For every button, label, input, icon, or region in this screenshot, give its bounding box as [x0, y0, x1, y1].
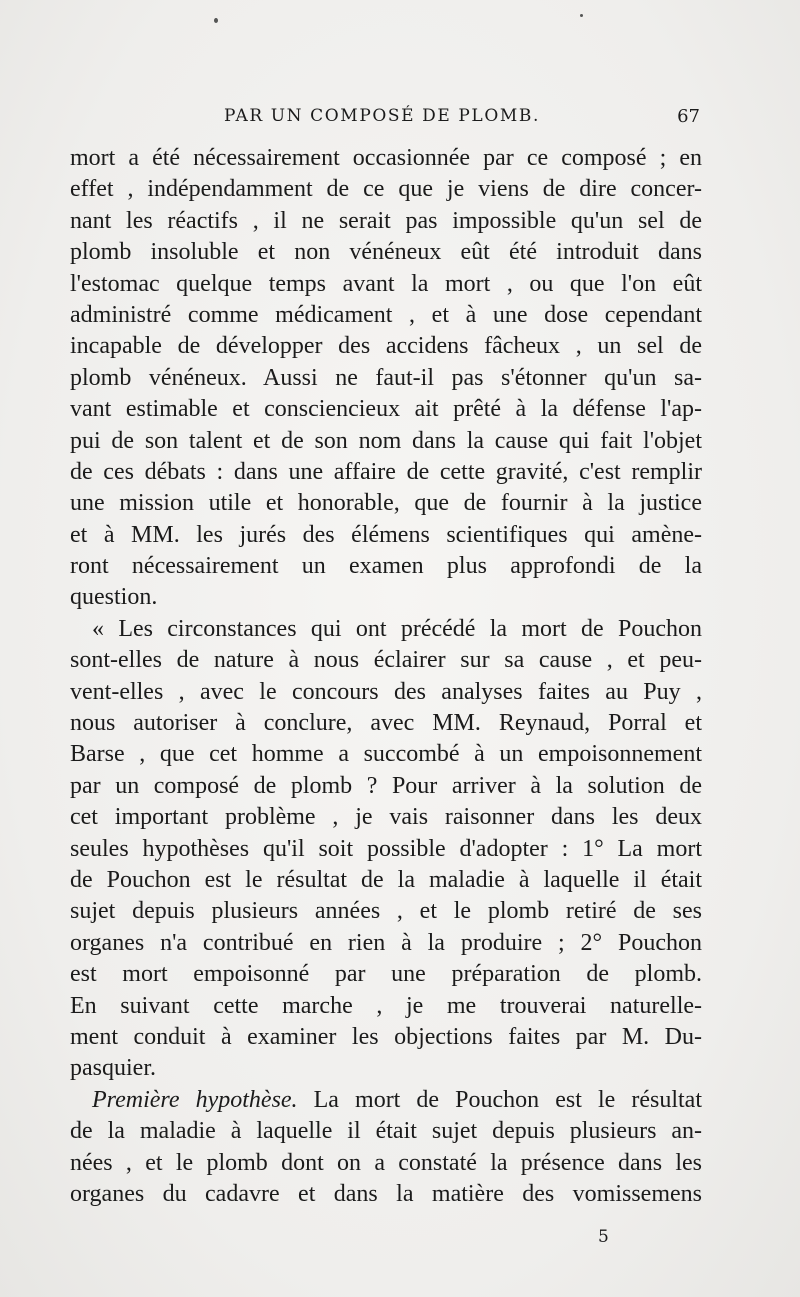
- text-line: sujet depuis plusieurs années , et le plomb retiré de ses: [70, 898, 702, 925]
- text-line: et à MM. les jurés des élémens scientifiques qui amène-: [70, 521, 702, 548]
- text-line: l'estomac quelque temps avant la mort , ou que l'on eût: [70, 270, 702, 297]
- text-line: sont-elles de nature à nous éclairer sur sa cause , et peu-: [70, 647, 702, 674]
- text-line: vant estimable et consciencieux ait prêté à la défense l'ap-: [70, 396, 702, 423]
- text-line: de Pouchon est le résultat de la maladie à laquelle il était: [70, 866, 702, 893]
- text-line: En suivant cette marche , je me trouverai naturelle-: [70, 992, 702, 1019]
- text-line: est mort empoisonné par une préparation de plomb.: [70, 961, 702, 988]
- text-line: plomb vénéneux. Aussi ne faut-il pas s'étonner qu'un sa-: [70, 364, 702, 391]
- text-line: ment conduit à examiner les objections faites par M. Du-: [70, 1023, 702, 1050]
- text-line: de la maladie à laquelle il était sujet depuis plusieurs an-: [70, 1118, 702, 1145]
- text-line: une mission utile et honorable, que de fournir à la justice: [70, 490, 702, 517]
- text-line: nées , et le plomb dont on a constaté la présence dans les: [70, 1149, 702, 1176]
- text-line: plomb insoluble et non vénéneux eût été introduit dans: [70, 239, 702, 266]
- text-line: Barse , que cet homme a succombé à un empoisonnement: [70, 741, 702, 768]
- section-heading-text: La mort de Pouchon est le résultat: [297, 1086, 702, 1113]
- text-line: question.: [70, 584, 158, 611]
- ink-spot: [214, 18, 218, 23]
- text-line: effet , indépendamment de ce que je viens de dire concer-: [70, 176, 702, 203]
- text-line: incapable de développer des accidens fâcheux , un sel de: [70, 333, 702, 360]
- text-line: administré comme médicament , et à une dose cependant: [70, 301, 702, 328]
- page-number: 67: [677, 106, 700, 127]
- text-line: de ces débats : dans une affaire de cette gravité, c'est remplir: [70, 458, 702, 485]
- text-line: organes n'a contribué en rien à la produire ; 2° Pouchon: [70, 929, 702, 956]
- text-line: ront nécessairement un examen plus approfondi de la: [70, 553, 702, 580]
- text-line: mort a été nécessairement occasionnée par ce composé ; en: [70, 145, 702, 171]
- section-heading-italic: Première hypothèse.: [92, 1086, 298, 1113]
- text-line: « Les circonstances qui ont précédé la mort de Pouchon: [92, 615, 702, 642]
- text-line: [70, 1085, 702, 1116]
- body-text: [70, 143, 702, 1210]
- text-line: seules hypothèses qu'il soit possible d'adopter : 1° La mort: [70, 835, 702, 862]
- text-line: nous autoriser à conclure, avec MM. Reynaud, Porral et: [70, 710, 702, 737]
- text-line: vent-elles , avec le concours des analyses faites au Puy ,: [70, 678, 702, 705]
- text-line: organes du cadavre et dans la matière des vomissemens: [70, 1180, 702, 1207]
- text-line: pui de son talent et de son nom dans la cause qui fait l'objet: [70, 427, 702, 454]
- running-title: PAR UN COMPOSÉ DE PLOMB.: [224, 106, 540, 126]
- text-line: cet important problème , je vais raisonner dans les deux: [70, 804, 702, 831]
- text-line: nant les réactifs , il ne serait pas impossible qu'un sel de: [70, 207, 702, 234]
- text-line: pasquier.: [70, 1055, 156, 1082]
- page-header: [70, 106, 702, 136]
- signature-mark: 5: [598, 1227, 609, 1247]
- ink-spot: [580, 14, 583, 17]
- text-line: par un composé de plomb ? Pour arriver à la solution de: [70, 772, 702, 799]
